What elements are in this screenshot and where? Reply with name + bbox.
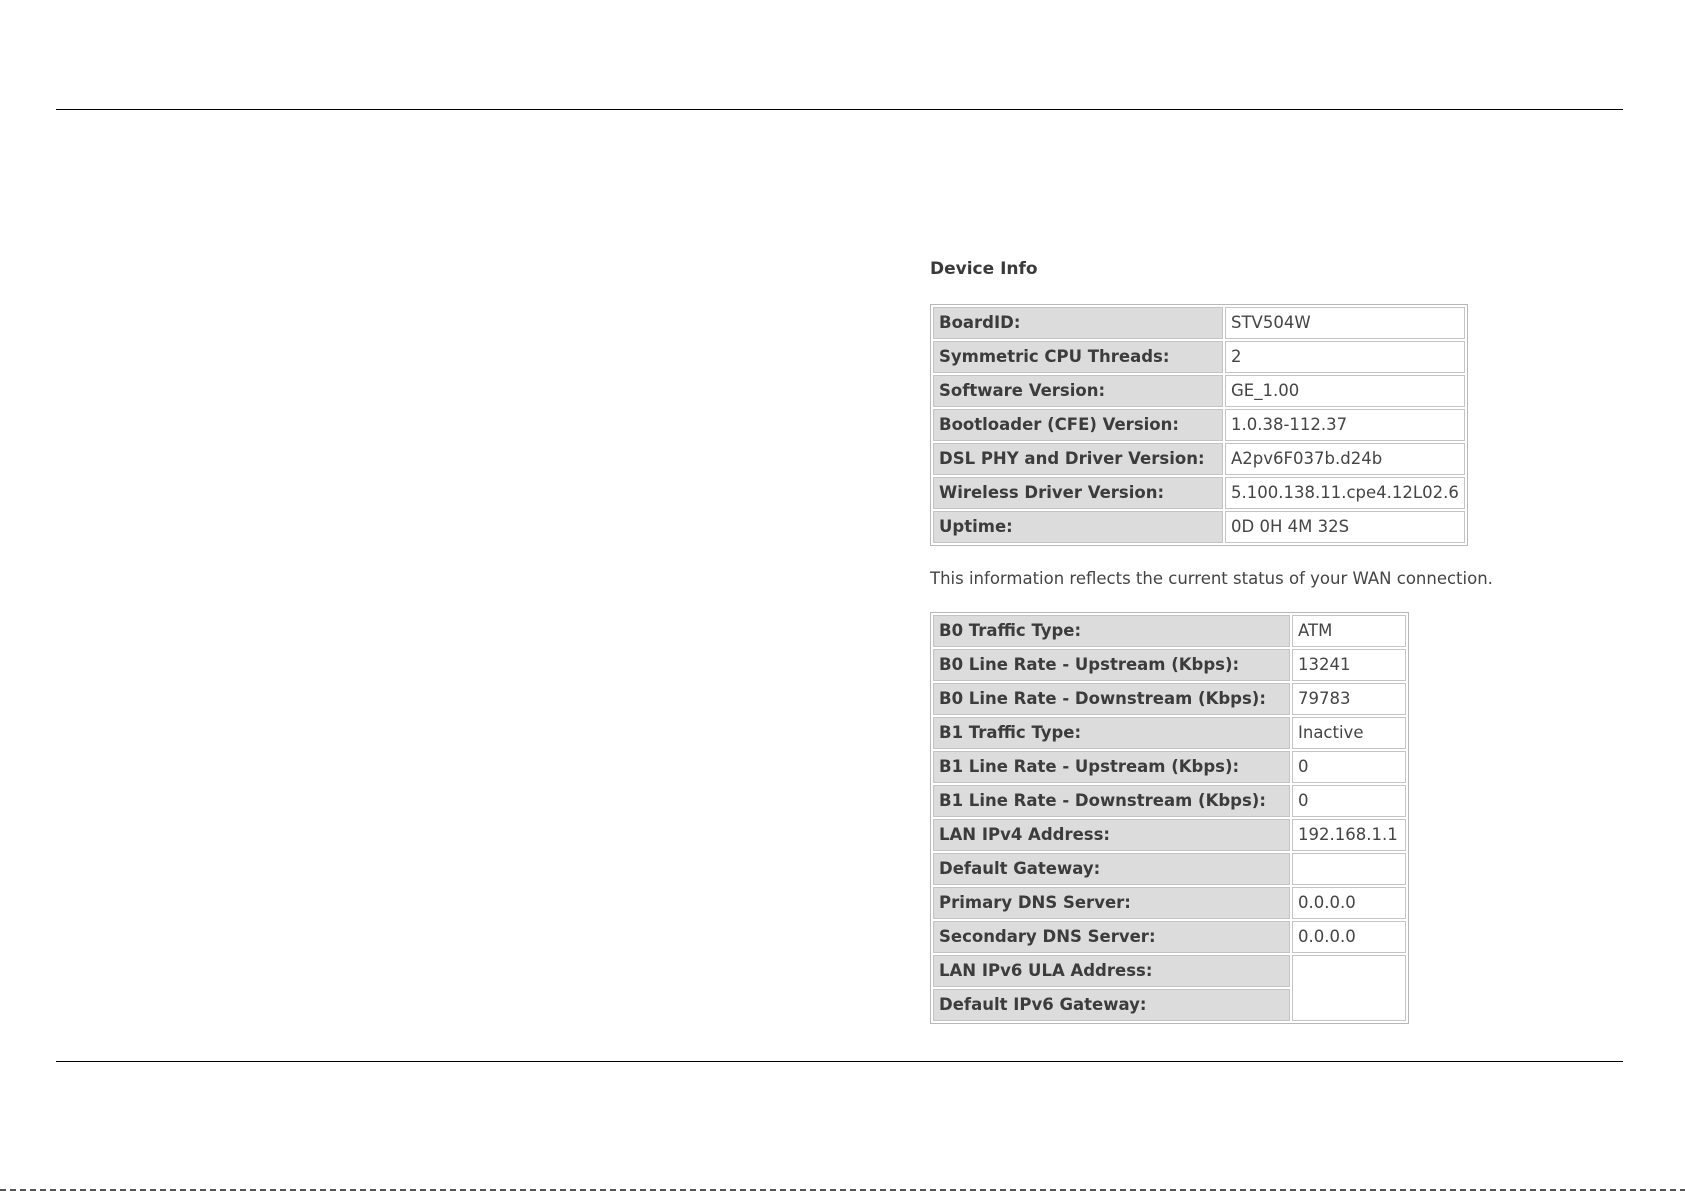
device-info-table xyxy=(930,304,1468,546)
b1-upstream-value: 0 xyxy=(1292,751,1406,783)
page-title: Device Info xyxy=(930,259,1038,279)
table-row xyxy=(933,751,1406,783)
table-row xyxy=(933,819,1406,851)
wan-status-note: This information reflects the current status of your WAN connection. xyxy=(930,569,1493,588)
software-version-value: GE_1.00 xyxy=(1225,375,1465,407)
b1-downstream-value: 0 xyxy=(1292,785,1406,817)
lan-ipv4-label: LAN IPv4 Address: xyxy=(933,819,1290,851)
cpu-threads-value: 2 xyxy=(1225,341,1465,373)
bootloader-version-value: 1.0.38-112.37 xyxy=(1225,409,1465,441)
wireless-driver-version-label: Wireless Driver Version: xyxy=(933,477,1223,509)
table-row xyxy=(933,717,1406,749)
b0-downstream-label: B0 Line Rate - Downstream (Kbps): xyxy=(933,683,1290,715)
uptime-value: 0D 0H 4M 32S xyxy=(1225,511,1465,543)
b0-downstream-value: 79783 xyxy=(1292,683,1406,715)
b1-traffic-type-value: Inactive xyxy=(1292,717,1406,749)
table-row xyxy=(933,955,1406,987)
page-edge-border xyxy=(0,1189,1685,1191)
table-row xyxy=(933,477,1465,509)
b1-upstream-label: B1 Line Rate - Upstream (Kbps): xyxy=(933,751,1290,783)
table-row xyxy=(933,921,1406,953)
cpu-threads-label: Symmetric CPU Threads: xyxy=(933,341,1223,373)
table-row xyxy=(933,511,1465,543)
uptime-label: Uptime: xyxy=(933,511,1223,543)
b0-upstream-value: 13241 xyxy=(1292,649,1406,681)
table-row xyxy=(933,853,1406,885)
lan-ipv6-ula-label: LAN IPv6 ULA Address: xyxy=(933,955,1290,987)
wan-info-table xyxy=(930,612,1409,1024)
b1-traffic-type-label: B1 Traffic Type: xyxy=(933,717,1290,749)
b1-downstream-label: B1 Line Rate - Downstream (Kbps): xyxy=(933,785,1290,817)
table-row xyxy=(933,785,1406,817)
table-row xyxy=(933,341,1465,373)
board-id-label: BoardID: xyxy=(933,307,1223,339)
primary-dns-label: Primary DNS Server: xyxy=(933,887,1290,919)
table-row xyxy=(933,443,1465,475)
dsl-phy-version-label: DSL PHY and Driver Version: xyxy=(933,443,1223,475)
default-gateway-label: Default Gateway: xyxy=(933,853,1290,885)
table-row xyxy=(933,649,1406,681)
bottom-divider xyxy=(56,1061,1623,1062)
table-row xyxy=(933,409,1465,441)
default-ipv6-gateway-label: Default IPv6 Gateway: xyxy=(933,989,1290,1021)
dsl-phy-version-value: A2pv6F037b.d24b xyxy=(1225,443,1465,475)
b0-traffic-type-value: ATM xyxy=(1292,615,1406,647)
b0-traffic-type-label: B0 Traffic Type: xyxy=(933,615,1290,647)
software-version-label: Software Version: xyxy=(933,375,1223,407)
secondary-dns-value: 0.0.0.0 xyxy=(1292,921,1406,953)
top-divider xyxy=(56,109,1623,110)
default-gateway-value xyxy=(1292,853,1406,885)
lan-ipv4-value: 192.168.1.1 xyxy=(1292,819,1406,851)
table-row xyxy=(933,375,1465,407)
ipv6-values-cell xyxy=(1292,955,1406,1021)
bootloader-version-label: Bootloader (CFE) Version: xyxy=(933,409,1223,441)
table-row xyxy=(933,887,1406,919)
table-row xyxy=(933,683,1406,715)
table-row xyxy=(933,615,1406,647)
wireless-driver-version-value: 5.100.138.11.cpe4.12L02.6 xyxy=(1225,477,1465,509)
primary-dns-value: 0.0.0.0 xyxy=(1292,887,1406,919)
b0-upstream-label: B0 Line Rate - Upstream (Kbps): xyxy=(933,649,1290,681)
device-info-panel xyxy=(930,258,1630,1024)
table-row xyxy=(933,307,1465,339)
secondary-dns-label: Secondary DNS Server: xyxy=(933,921,1290,953)
board-id-value: STV504W xyxy=(1225,307,1465,339)
